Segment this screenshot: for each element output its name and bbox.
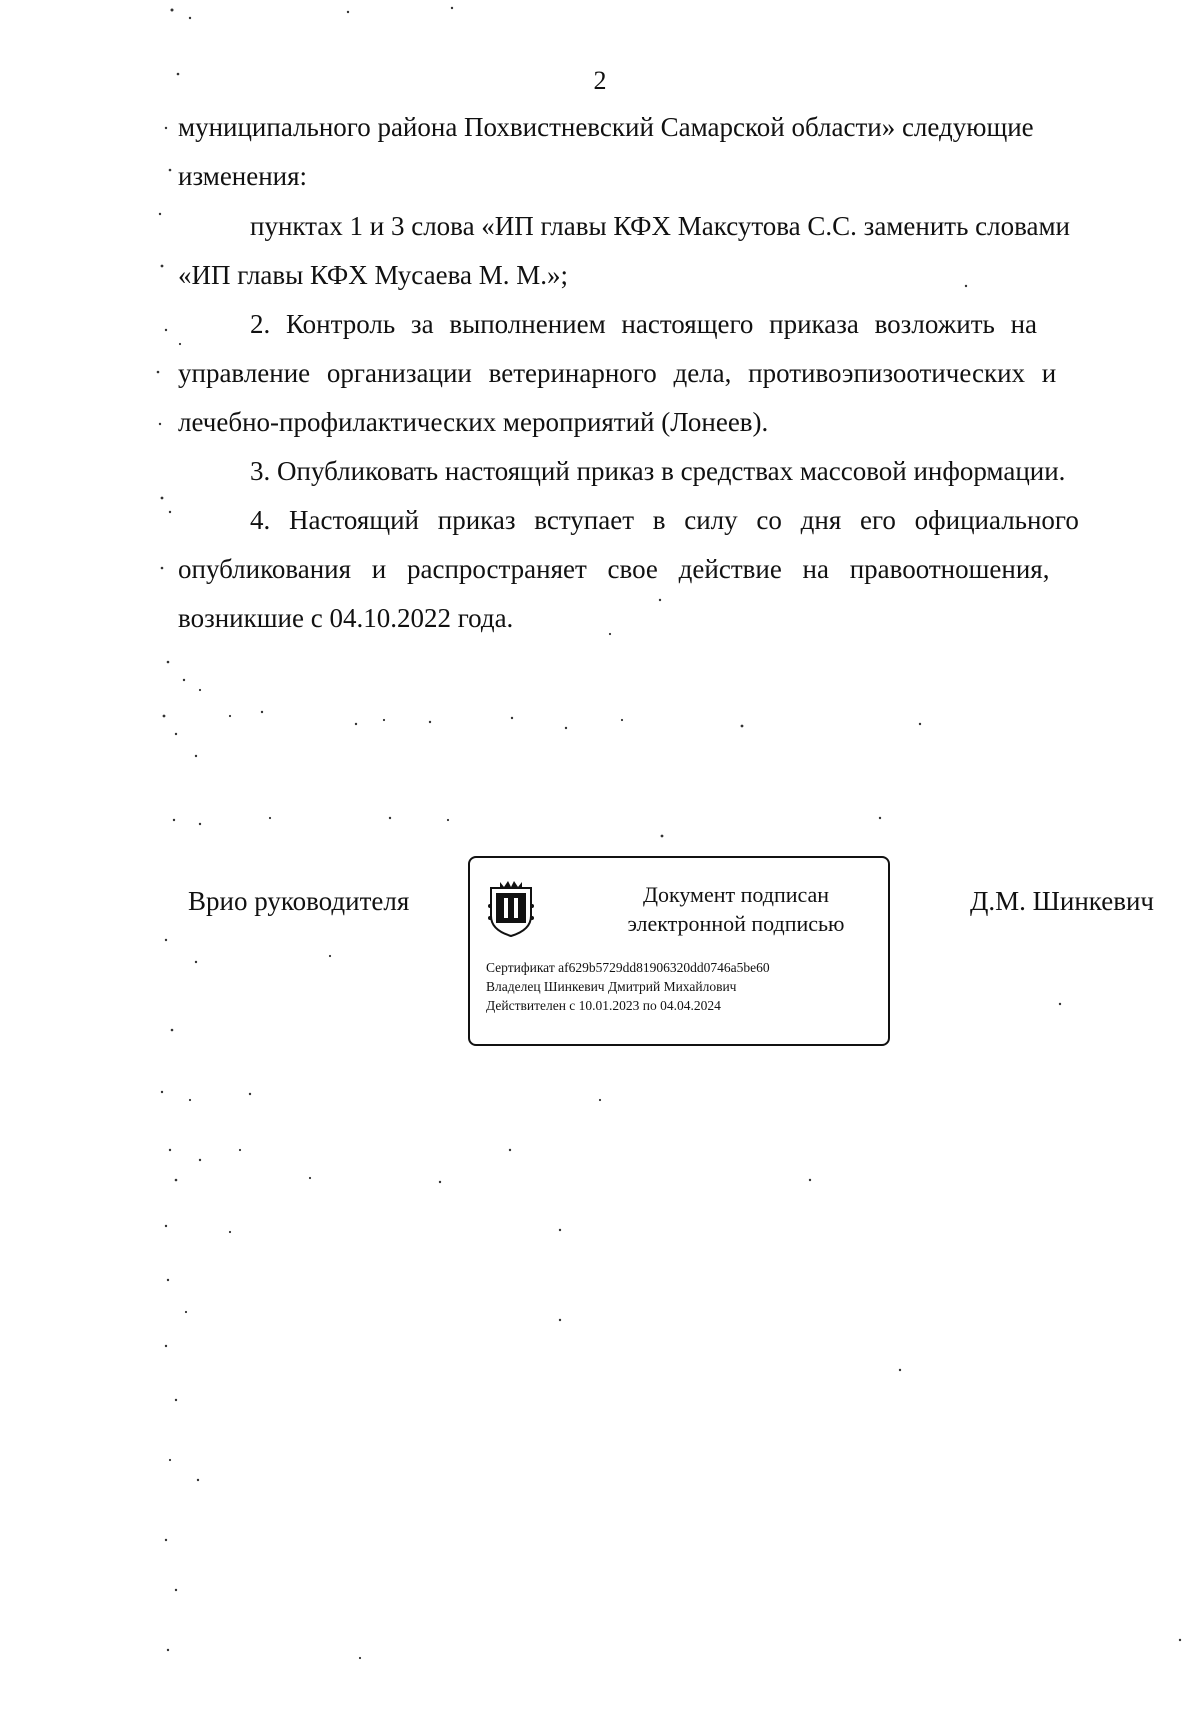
- control-line-1: 2. Контроль за выполнением настоящего приказа возложить на: [250, 309, 1038, 339]
- stamp-certificate: Сертификат af629b5729dd81906320dd0746a5be60: [486, 960, 770, 975]
- paragraph-intro: [178, 103, 1128, 201]
- stamp-owner: Владелец Шинкевич Дмитрий Михайлович: [486, 979, 737, 994]
- intro-line-1-text: муниципального района Похвистневский Самарской области» следующие: [178, 112, 1034, 142]
- paragraph-effect: [178, 496, 1128, 643]
- paragraph-publish: [178, 447, 1128, 496]
- amendment-line-2: «ИП главы КФХ Мусаева М. М.»;: [178, 260, 568, 290]
- stamp-title: [588, 880, 884, 938]
- control-line-2: управление организации ветеринарного дела, противоэпизоотических и: [178, 358, 1057, 388]
- coat-of-arms-icon: [486, 878, 536, 938]
- intro-line-2: изменения:: [178, 161, 308, 191]
- effect-line-2: опубликования и распространяет свое действие на правоотношения,: [178, 554, 1050, 584]
- amendment-line-1: пунктах 1 и 3 слова «ИП главы КФХ Максутова С.С. заменить словами: [250, 211, 1071, 241]
- stamp-title-line-2: электронной подписью: [627, 911, 845, 936]
- electronic-signature-stamp: [468, 856, 890, 1046]
- control-line-3: лечебно-профилактических мероприятий (Лонеев).: [178, 407, 769, 437]
- stamp-details: [486, 958, 770, 1015]
- intro-line-1: [178, 103, 1128, 152]
- signatory-name: Д.М. Шинкевич: [969, 886, 1154, 916]
- stamp-validity: Действителен с 10.01.2023 по 04.04.2024: [486, 998, 721, 1013]
- paragraph-amendment: [178, 202, 1128, 300]
- paragraph-control: [178, 300, 1128, 447]
- signatory-position: Врио руководителя: [188, 886, 410, 916]
- publish-line-1: 3. Опубликовать настоящий приказ в средствах массовой информации.: [250, 456, 1066, 486]
- stamp-title-line-1: Документ подписан: [642, 882, 830, 907]
- effect-line-1: 4. Настоящий приказ вступает в силу со дня его официального: [250, 505, 1079, 535]
- page-number: 2: [593, 66, 607, 95]
- effect-line-3: возникшие с 04.10.2022 года.: [178, 603, 514, 633]
